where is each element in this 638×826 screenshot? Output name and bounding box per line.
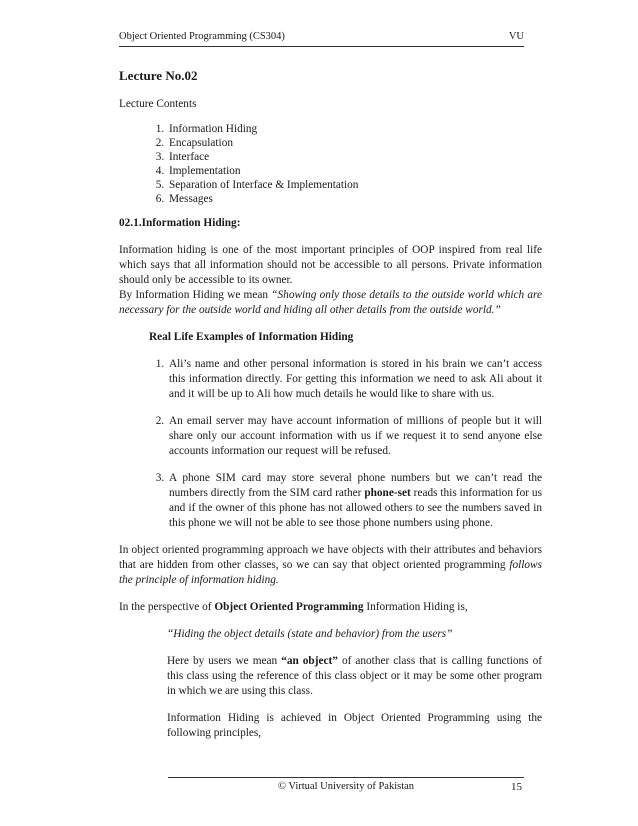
oop-paragraph [119, 543, 542, 588]
header-university: VU [508, 31, 524, 42]
users-text: Here by users we mean [167, 655, 282, 667]
users-paragraph [167, 654, 542, 699]
perspective-bold-text: Object Oriented Programming [214, 601, 364, 613]
example-item: 2. An email server may have account information of millions of people but it will share only our account information with us if we request it to send anyone else accounts information our request will be refused. [167, 414, 542, 459]
perspective-text: In the perspective of [119, 601, 215, 613]
page-content [119, 68, 542, 741]
oop-text: In object oriented programming approach we have objects with their attributes and behaviors that are hidden from other classes, so we can say that object oriented programming [119, 544, 542, 571]
lecture-title: Lecture No.02 [119, 68, 198, 83]
toc-item: 4. Implementation [167, 164, 542, 178]
toc-item: 5. Separation of Interface & Implementation [167, 178, 542, 192]
page-footer [168, 781, 524, 792]
toc-item: 1. Information Hiding [167, 122, 542, 136]
example-text: reads this information for us and if the owner of this phone has not allowed others to see the numbers saved in this phone we will not be able to see those phone numbers using phone. [169, 487, 542, 529]
example-item [167, 471, 542, 531]
example-item: 1. Ali’s name and other personal information is stored in his brain we can’t access this information directly. For getting this information we need to ask Ali about it and it will be up to Ali how much details he would like to share with us. [167, 357, 542, 402]
intro-paragraph: Information hiding is one of the most important principles of OOP inspired from real life which says that all information should not be accessible to all persons. Private information should only be accessible to its owner. [119, 244, 542, 286]
contents-label: Lecture Contents [119, 98, 197, 110]
oop-italic-text: follows the principle of information hiding. [119, 559, 542, 586]
example-text: A phone SIM card may store several phone numbers but we can’t read the numbers directly from the SIM card rather [169, 472, 542, 499]
definition-quote: “Showing only those details to the outside world which are necessary for the outside world and hiding all other details from the outside world.” [119, 289, 542, 316]
hiding-quote: “Hiding the object details (state and behavior) from the users” [167, 628, 453, 640]
example-bold-term: phone-set [364, 487, 411, 499]
toc-item: 3. Interface [167, 150, 542, 164]
achieved-paragraph: Information Hiding is achieved in Object Oriented Programming using the following principles, [167, 712, 542, 739]
perspective-text: Information Hiding is, [363, 601, 468, 613]
examples-heading: Real Life Examples of Information Hiding [149, 331, 354, 343]
page-number: 15 [511, 781, 522, 793]
users-text: of another class that is calling functions of this class using the reference of this class object or it may be some other program in which we are using this class. [167, 655, 542, 697]
definition-paragraph [119, 288, 542, 318]
section-heading: 02.1.Information Hiding: [119, 217, 241, 229]
users-bold-text: “an object” [281, 655, 338, 667]
page-header [119, 31, 524, 47]
footer-copyright: © Virtual University of Pakistan [277, 781, 415, 792]
toc-item: 6. Messages [167, 192, 542, 206]
footer-divider [168, 777, 524, 778]
examples-list [119, 357, 542, 531]
perspective-paragraph [119, 600, 542, 615]
definition-prefix: By Information Hiding we mean [119, 289, 272, 301]
toc-item: 2. Encapsulation [167, 136, 542, 150]
header-course-title: Object Oriented Programming (CS304) [119, 31, 285, 42]
table-of-contents [119, 122, 542, 206]
